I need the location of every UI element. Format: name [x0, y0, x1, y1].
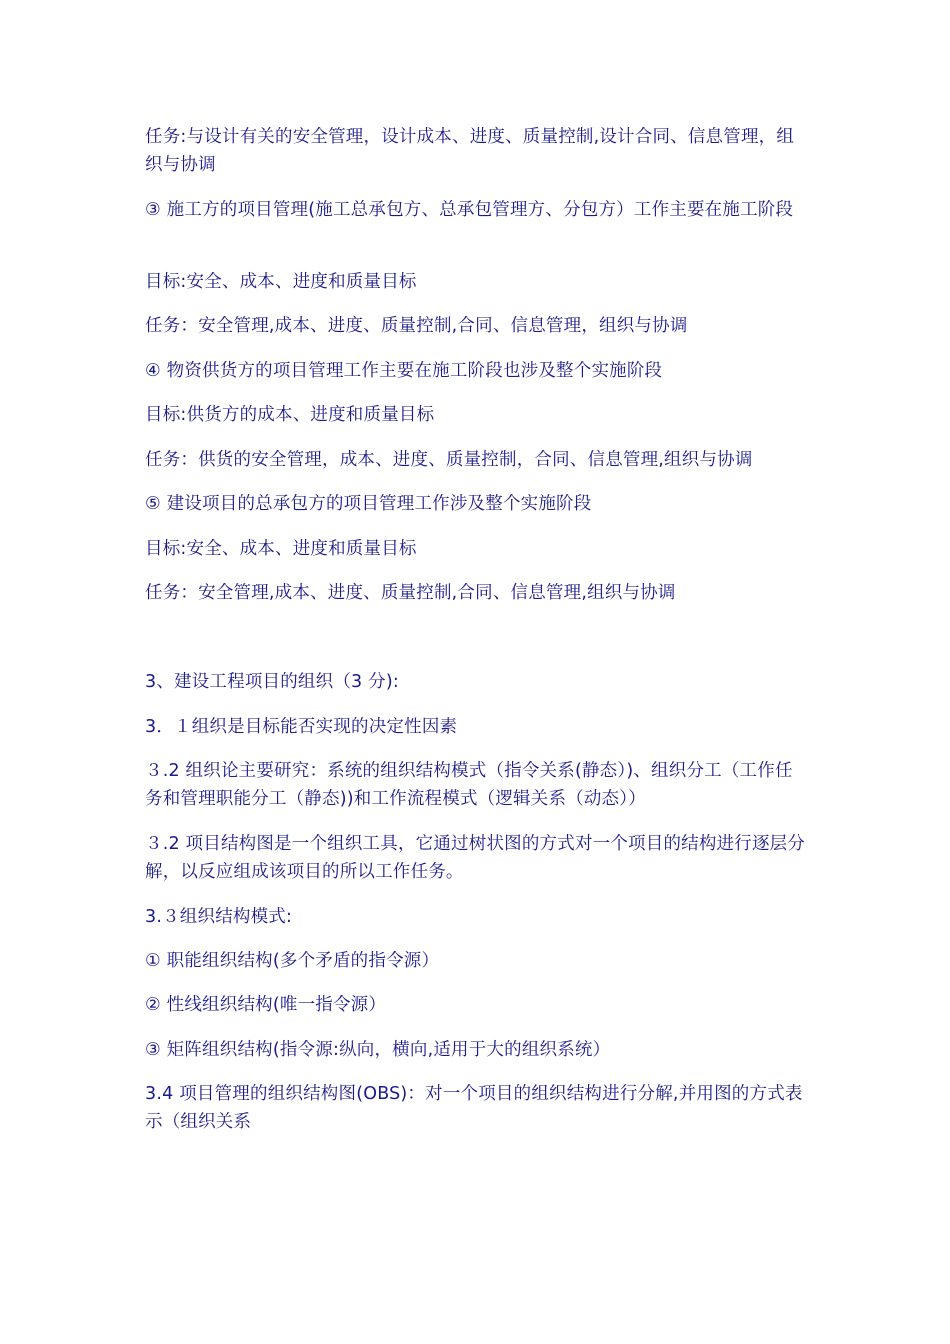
list-item-functional: ① 职能组织结构(多个矛盾的指令源） [145, 951, 440, 971]
paragraph-supplier-party: ④ 物资供货方的项目管理工作主要在施工阶段也涉及整个实施阶段 [145, 361, 663, 381]
paragraph-3-1: 3．１组织是目标能否实现的决定性因素 [145, 717, 458, 737]
section-heading-organization: 3、建设工程项目的组织（3 分): [145, 672, 399, 692]
paragraph-3-3: 3.３组织结构模式: [145, 907, 293, 927]
paragraph-supplier-goals: 目标:供货方的成本、进度和质量目标 [145, 405, 435, 425]
paragraph-3-4-obs: 3.4 项目管理的组织结构图(OBS)：对一个项目的组织结构进行分解,并用图的方式表示（组织关系 [145, 1084, 803, 1132]
paragraph-construction-goals: 目标:安全、成本、进度和质量目标 [145, 272, 417, 292]
paragraph-3-2-organization-theory: ３.2 组织论主要研究：系统的组织结构模式（指令关系(静态）)、组织分工（工作任务和管理职能分工（静态))和工作流程模式（逻辑关系（动态）） [145, 761, 793, 809]
paragraph-design-tasks: 任务:与设计有关的安全管理，设计成本、进度、质量控制,设计合同、信息管理，组织与协调 [145, 127, 795, 175]
paragraph-general-contractor: ⑤ 建设项目的总承包方的项目管理工作涉及整个实施阶段 [145, 494, 592, 514]
paragraph-3-2-project-structure: ３.2 项目结构图是一个组织工具，它通过树状图的方式对一个项目的结构进行逐层分解，以反应组成该项目的所以工作任务。 [145, 834, 806, 882]
paragraph-supplier-tasks: 任务：供货的安全管理，成本、进度、质量控制，合同、信息管理,组织与协调 [145, 450, 753, 470]
paragraph-contractor-goals: 目标:安全、成本、进度和质量目标 [145, 539, 417, 559]
list-item-matrix: ③ 矩阵组织结构(指令源:纵向，横向,适用于大的组织系统） [145, 1040, 611, 1060]
paragraph-construction-party: ③ 施工方的项目管理(施工总承包方、总承包管理方、分包方）工作主要在施工阶段 [145, 200, 794, 220]
paragraph-construction-tasks: 任务：安全管理,成本、进度、质量控制,合同、信息管理，组织与协调 [145, 316, 688, 336]
paragraph-contractor-tasks: 任务：安全管理,成本、进度、质量控制,合同、信息管理,组织与协调 [145, 583, 676, 603]
list-item-linear: ② 性线组织结构(唯一指令源） [145, 995, 387, 1015]
